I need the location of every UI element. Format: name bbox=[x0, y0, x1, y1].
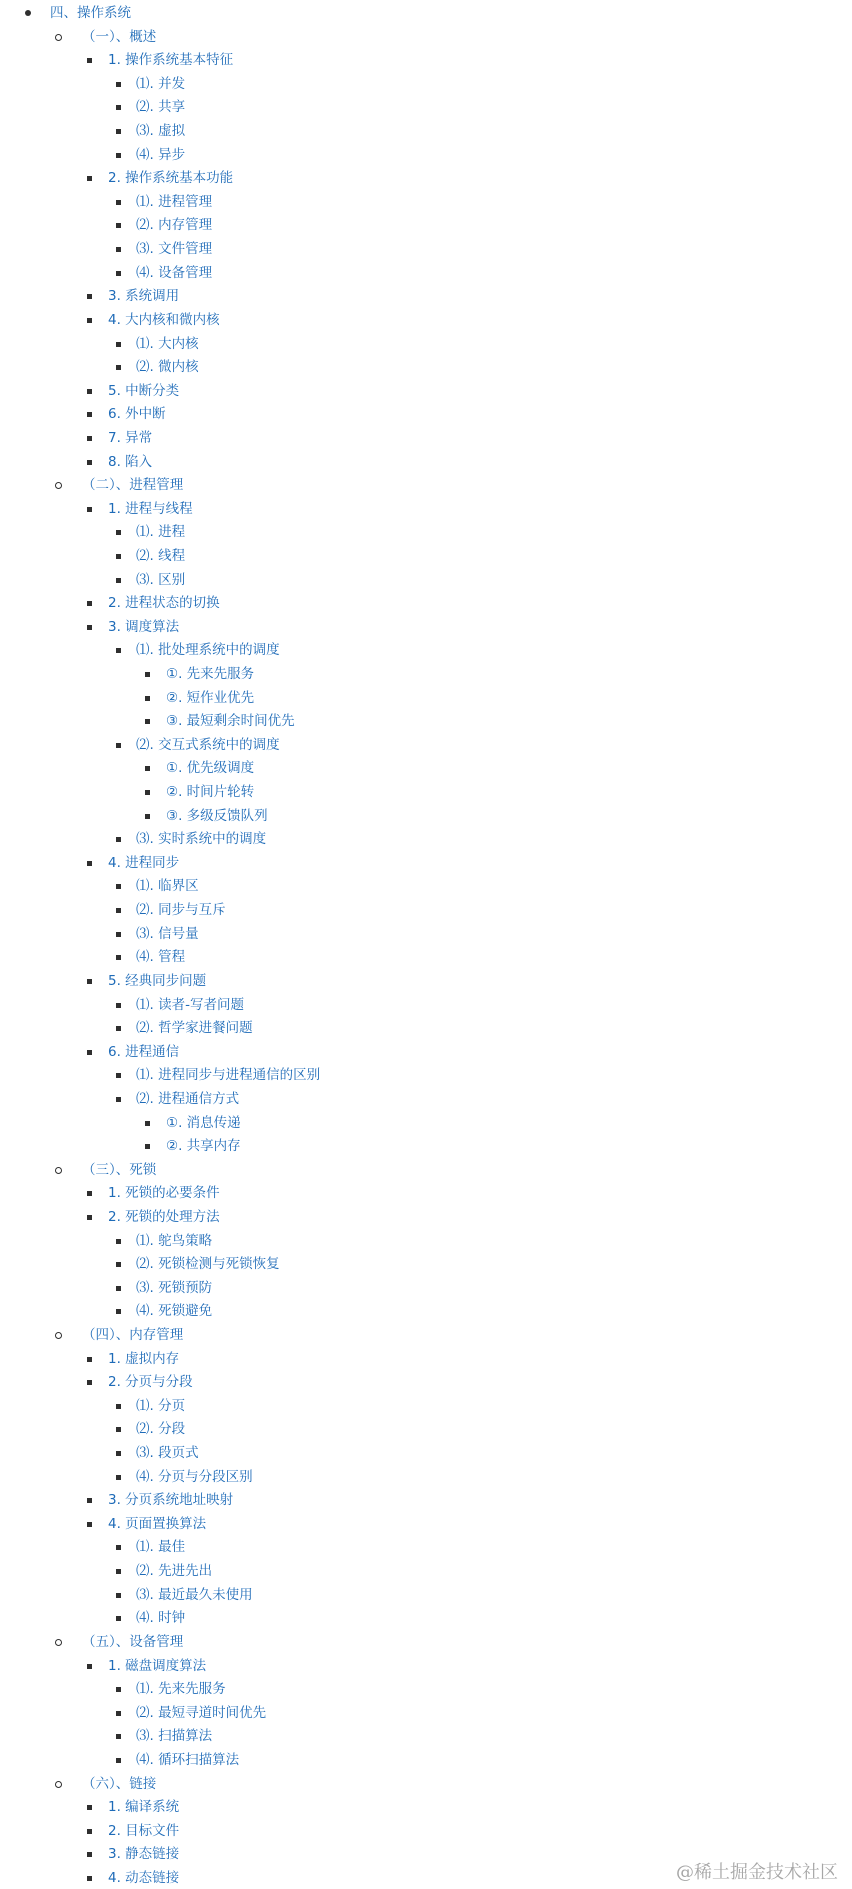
toc-link[interactable]: 1. 虚拟内存 bbox=[108, 1351, 180, 1367]
toc-link[interactable]: 1. 进程与线程 bbox=[108, 501, 193, 517]
square-bullet-icon bbox=[113, 75, 123, 93]
toc-link[interactable]: ⑵. 先进先出 bbox=[136, 1563, 213, 1579]
square-bullet-icon bbox=[142, 1137, 152, 1155]
square-bullet-icon bbox=[113, 1680, 123, 1698]
square-bullet-icon bbox=[113, 996, 123, 1014]
square-bullet-icon bbox=[113, 335, 123, 353]
toc-link[interactable]: 2. 操作系统基本功能 bbox=[108, 170, 234, 186]
toc-item bbox=[0, 476, 852, 494]
square-bullet-icon bbox=[113, 146, 123, 164]
square-bullet-icon bbox=[84, 1869, 94, 1887]
square-bullet-icon bbox=[113, 1420, 123, 1438]
toc-item bbox=[0, 122, 852, 140]
toc-link[interactable]: ⑴. 并发 bbox=[136, 76, 186, 92]
circle-bullet-icon bbox=[53, 1161, 63, 1179]
circle-bullet-icon bbox=[53, 1775, 63, 1793]
square-bullet-icon bbox=[84, 169, 94, 187]
toc-item bbox=[0, 1232, 852, 1250]
toc-link[interactable]: ②. 共享内存 bbox=[166, 1138, 241, 1154]
square-bullet-icon bbox=[84, 1373, 94, 1391]
toc-item bbox=[0, 28, 852, 46]
square-bullet-icon bbox=[84, 453, 94, 471]
toc-item bbox=[0, 547, 852, 565]
toc-link[interactable]: ①. 消息传递 bbox=[166, 1115, 241, 1131]
toc-item bbox=[0, 901, 852, 919]
square-bullet-icon bbox=[142, 689, 152, 707]
toc-link[interactable]: 8. 陷入 bbox=[108, 454, 153, 470]
circle-bullet-icon bbox=[53, 28, 63, 46]
toc-link[interactable]: 3. 调度算法 bbox=[108, 619, 180, 635]
square-bullet-icon bbox=[113, 1727, 123, 1745]
square-bullet-icon bbox=[113, 1562, 123, 1580]
toc-link[interactable]: ①. 优先级调度 bbox=[166, 760, 255, 776]
toc-link[interactable]: ⑴. 最佳 bbox=[136, 1539, 186, 1555]
square-bullet-icon bbox=[84, 618, 94, 636]
toc-link[interactable]: （二）、进程管理 bbox=[82, 477, 184, 493]
square-bullet-icon bbox=[113, 1279, 123, 1297]
toc-item bbox=[0, 665, 852, 683]
toc-item bbox=[0, 972, 852, 990]
toc-item bbox=[0, 571, 852, 589]
toc-item bbox=[0, 783, 852, 801]
toc-item bbox=[0, 1798, 852, 1816]
toc-item bbox=[0, 925, 852, 943]
square-bullet-icon bbox=[84, 1043, 94, 1061]
toc-item bbox=[0, 1468, 852, 1486]
toc-link[interactable]: ⑴. 进程 bbox=[136, 524, 186, 540]
toc-item bbox=[0, 948, 852, 966]
square-bullet-icon bbox=[113, 901, 123, 919]
toc-item bbox=[0, 1609, 852, 1627]
square-bullet-icon bbox=[113, 641, 123, 659]
square-bullet-icon bbox=[113, 1751, 123, 1769]
toc-link[interactable]: 3. 分页系统地址映射 bbox=[108, 1492, 234, 1508]
square-bullet-icon bbox=[113, 547, 123, 565]
square-bullet-icon bbox=[84, 972, 94, 990]
toc-item bbox=[0, 1420, 852, 1438]
square-bullet-icon bbox=[113, 358, 123, 376]
toc-link[interactable]: ⑶. 虚拟 bbox=[136, 123, 186, 139]
toc-link[interactable]: ⑴. 鸵鸟策略 bbox=[136, 1233, 213, 1249]
toc-link[interactable]: ⑶. 信号量 bbox=[136, 926, 199, 942]
toc-item bbox=[0, 193, 852, 211]
toc-link[interactable]: ⑴. 先来先服务 bbox=[136, 1681, 226, 1697]
toc-item bbox=[0, 1562, 852, 1580]
toc-link[interactable]: 7. 异常 bbox=[108, 430, 153, 446]
square-bullet-icon bbox=[113, 193, 123, 211]
square-bullet-icon bbox=[84, 1798, 94, 1816]
square-bullet-icon bbox=[113, 98, 123, 116]
toc-item bbox=[0, 500, 852, 518]
toc-link[interactable]: ⑴. 进程同步与进程通信的区别 bbox=[136, 1067, 321, 1083]
toc-link[interactable]: 2. 分页与分段 bbox=[108, 1374, 193, 1390]
toc-link[interactable]: ②. 时间片轮转 bbox=[166, 784, 255, 800]
toc-link[interactable]: 2. 进程状态的切换 bbox=[108, 595, 220, 611]
toc-item bbox=[0, 51, 852, 69]
toc-link[interactable]: 1. 磁盘调度算法 bbox=[108, 1658, 207, 1674]
toc-link[interactable]: ②. 短作业优先 bbox=[166, 690, 255, 706]
square-bullet-icon bbox=[113, 830, 123, 848]
square-bullet-icon bbox=[113, 1019, 123, 1037]
square-bullet-icon bbox=[113, 877, 123, 895]
square-bullet-icon bbox=[142, 1114, 152, 1132]
square-bullet-icon bbox=[113, 1444, 123, 1462]
square-bullet-icon bbox=[142, 665, 152, 683]
toc-item bbox=[0, 1043, 852, 1061]
toc-item bbox=[0, 1657, 852, 1675]
square-bullet-icon bbox=[113, 1066, 123, 1084]
square-bullet-icon bbox=[84, 594, 94, 612]
toc-item bbox=[0, 1515, 852, 1533]
toc-item bbox=[0, 689, 852, 707]
square-bullet-icon bbox=[84, 1208, 94, 1226]
square-bullet-icon bbox=[84, 382, 94, 400]
toc-item bbox=[0, 996, 852, 1014]
toc-item bbox=[0, 877, 852, 895]
square-bullet-icon bbox=[84, 51, 94, 69]
toc-item bbox=[0, 453, 852, 471]
square-bullet-icon bbox=[84, 854, 94, 872]
toc-link[interactable]: ⑶. 文件管理 bbox=[136, 241, 213, 257]
square-bullet-icon bbox=[113, 1090, 123, 1108]
toc-item bbox=[0, 594, 852, 612]
toc-link[interactable]: ⑵. 共享 bbox=[136, 99, 186, 115]
square-bullet-icon bbox=[113, 948, 123, 966]
toc-item bbox=[0, 216, 852, 234]
watermark: @稀土掘金技术社区 bbox=[676, 1862, 838, 1883]
toc-item bbox=[0, 1444, 852, 1462]
toc-link[interactable]: ⑷. 循环扫描算法 bbox=[136, 1752, 240, 1768]
disc-bullet-icon bbox=[23, 4, 33, 22]
toc-link[interactable]: 2. 死锁的处理方法 bbox=[108, 1209, 220, 1225]
square-bullet-icon bbox=[113, 571, 123, 589]
square-bullet-icon bbox=[113, 1538, 123, 1556]
square-bullet-icon bbox=[113, 1232, 123, 1250]
toc-link[interactable]: 1. 编译系统 bbox=[108, 1799, 180, 1815]
circle-bullet-icon bbox=[53, 1326, 63, 1344]
toc-item bbox=[0, 1397, 852, 1415]
toc-link[interactable]: （四）、内存管理 bbox=[82, 1327, 184, 1343]
toc-item bbox=[0, 1090, 852, 1108]
square-bullet-icon bbox=[142, 712, 152, 730]
toc-item bbox=[0, 523, 852, 541]
toc-link[interactable]: （五）、设备管理 bbox=[82, 1634, 184, 1650]
toc-item bbox=[0, 382, 852, 400]
toc-link[interactable]: ⑷. 分页与分段区别 bbox=[136, 1469, 253, 1485]
square-bullet-icon bbox=[113, 216, 123, 234]
toc-item bbox=[0, 75, 852, 93]
toc-link[interactable]: ⑴. 批处理系统中的调度 bbox=[136, 642, 280, 658]
square-bullet-icon bbox=[84, 1822, 94, 1840]
toc-item bbox=[0, 830, 852, 848]
toc-item bbox=[0, 1184, 852, 1202]
square-bullet-icon bbox=[84, 1657, 94, 1675]
toc-link[interactable]: 6. 进程通信 bbox=[108, 1044, 180, 1060]
toc-item bbox=[0, 429, 852, 447]
toc-item bbox=[0, 146, 852, 164]
toc-link[interactable]: ⑶. 区别 bbox=[136, 572, 186, 588]
square-bullet-icon bbox=[113, 523, 123, 541]
toc-link[interactable]: ①. 先来先服务 bbox=[166, 666, 255, 682]
square-bullet-icon bbox=[84, 1491, 94, 1509]
toc-item bbox=[0, 405, 852, 423]
toc-item bbox=[0, 98, 852, 116]
square-bullet-icon bbox=[113, 1609, 123, 1627]
toc-link[interactable]: ③. 最短剩余时间优先 bbox=[166, 713, 295, 729]
toc-item bbox=[0, 1373, 852, 1391]
toc-link[interactable]: 3. 静态链接 bbox=[108, 1846, 180, 1862]
toc-link[interactable]: ⑶. 死锁预防 bbox=[136, 1280, 213, 1296]
toc-item bbox=[0, 287, 852, 305]
toc-link[interactable]: 四、操作系统 bbox=[50, 5, 131, 21]
square-bullet-icon bbox=[84, 500, 94, 518]
square-bullet-icon bbox=[113, 1586, 123, 1604]
toc-item bbox=[0, 759, 852, 777]
toc-link[interactable]: 2. 目标文件 bbox=[108, 1823, 180, 1839]
toc-item bbox=[0, 1538, 852, 1556]
square-bullet-icon bbox=[113, 925, 123, 943]
toc-link[interactable]: ⑵. 分段 bbox=[136, 1421, 186, 1437]
toc-link[interactable]: ⑷. 时钟 bbox=[136, 1610, 186, 1626]
toc-link[interactable]: ⑵. 微内核 bbox=[136, 359, 199, 375]
toc-link[interactable]: 5. 经典同步问题 bbox=[108, 973, 207, 989]
toc-item bbox=[0, 4, 852, 22]
toc-item bbox=[0, 736, 852, 754]
square-bullet-icon bbox=[84, 1845, 94, 1863]
toc-link[interactable]: ⑷. 管程 bbox=[136, 949, 186, 965]
toc-item bbox=[0, 1302, 852, 1320]
toc-item bbox=[0, 1350, 852, 1368]
toc-link[interactable]: 4. 进程同步 bbox=[108, 855, 180, 871]
toc-link[interactable]: （六）、链接 bbox=[82, 1776, 157, 1792]
square-bullet-icon bbox=[84, 1350, 94, 1368]
square-bullet-icon bbox=[84, 311, 94, 329]
toc-link[interactable]: 4. 动态链接 bbox=[108, 1870, 180, 1886]
square-bullet-icon bbox=[113, 264, 123, 282]
toc-link[interactable]: ⑴. 分页 bbox=[136, 1398, 186, 1414]
toc-link[interactable]: ⑷. 死锁避免 bbox=[136, 1303, 213, 1319]
toc-link[interactable]: ⑴. 临界区 bbox=[136, 878, 199, 894]
square-bullet-icon bbox=[113, 1255, 123, 1273]
toc-item bbox=[0, 1255, 852, 1273]
toc-item bbox=[0, 854, 852, 872]
square-bullet-icon bbox=[142, 807, 152, 825]
toc-link[interactable]: 1. 死锁的必要条件 bbox=[108, 1185, 220, 1201]
square-bullet-icon bbox=[113, 240, 123, 258]
toc-link[interactable]: ⑵. 死锁检测与死锁恢复 bbox=[136, 1256, 280, 1272]
square-bullet-icon bbox=[84, 405, 94, 423]
toc-item bbox=[0, 264, 852, 282]
toc-link[interactable]: ⑴. 大内核 bbox=[136, 336, 199, 352]
square-bullet-icon bbox=[113, 1302, 123, 1320]
square-bullet-icon bbox=[84, 1184, 94, 1202]
toc-link[interactable]: ⑶. 实时系统中的调度 bbox=[136, 831, 267, 847]
toc-link[interactable]: 1. 操作系统基本特征 bbox=[108, 52, 234, 68]
toc-link[interactable]: ⑵. 哲学家进餐问题 bbox=[136, 1020, 253, 1036]
toc-link[interactable]: 4. 大内核和微内核 bbox=[108, 312, 220, 328]
square-bullet-icon bbox=[113, 736, 123, 754]
toc-item bbox=[0, 240, 852, 258]
toc-item bbox=[0, 169, 852, 187]
square-bullet-icon bbox=[142, 783, 152, 801]
square-bullet-icon bbox=[113, 1704, 123, 1722]
toc-item bbox=[0, 1727, 852, 1745]
toc-link[interactable]: （三）、死锁 bbox=[82, 1162, 157, 1178]
toc-link[interactable]: （一）、概述 bbox=[82, 29, 157, 45]
toc-item bbox=[0, 1680, 852, 1698]
toc-link[interactable]: ⑴. 读者-写者问题 bbox=[136, 997, 244, 1013]
square-bullet-icon bbox=[113, 122, 123, 140]
toc-link[interactable]: ⑶. 段页式 bbox=[136, 1445, 199, 1461]
square-bullet-icon bbox=[113, 1468, 123, 1486]
toc-item bbox=[0, 618, 852, 636]
toc-link[interactable]: 3. 系统调用 bbox=[108, 288, 180, 304]
toc-item bbox=[0, 1137, 852, 1155]
toc-item bbox=[0, 1822, 852, 1840]
toc-link[interactable]: ⑶. 扫描算法 bbox=[136, 1728, 213, 1744]
square-bullet-icon bbox=[84, 1515, 94, 1533]
toc-item bbox=[0, 1066, 852, 1084]
toc-link[interactable]: ⑵. 交互式系统中的调度 bbox=[136, 737, 280, 753]
toc-item bbox=[0, 335, 852, 353]
toc-link[interactable]: ③. 多级反馈队列 bbox=[166, 808, 268, 824]
square-bullet-icon bbox=[84, 287, 94, 305]
toc-link[interactable]: 6. 外中断 bbox=[108, 406, 166, 422]
toc-link[interactable]: 5. 中断分类 bbox=[108, 383, 180, 399]
toc-item bbox=[0, 1208, 852, 1226]
toc-item bbox=[0, 1633, 852, 1651]
toc-item bbox=[0, 1019, 852, 1037]
toc-item bbox=[0, 1491, 852, 1509]
toc-item bbox=[0, 358, 852, 376]
toc-link[interactable]: ⑷. 设备管理 bbox=[136, 265, 213, 281]
square-bullet-icon bbox=[142, 759, 152, 777]
toc-link[interactable]: ⑷. 异步 bbox=[136, 147, 186, 163]
toc-link[interactable]: ⑵. 最短寻道时间优先 bbox=[136, 1705, 267, 1721]
toc-item bbox=[0, 1326, 852, 1344]
toc-item bbox=[0, 1161, 852, 1179]
toc-link[interactable]: ⑵. 同步与互斥 bbox=[136, 902, 226, 918]
toc-link[interactable]: ⑵. 进程通信方式 bbox=[136, 1091, 240, 1107]
toc-item bbox=[0, 712, 852, 730]
toc-item bbox=[0, 1114, 852, 1132]
toc-item bbox=[0, 641, 852, 659]
toc-item bbox=[0, 1704, 852, 1722]
circle-bullet-icon bbox=[53, 476, 63, 494]
toc-item bbox=[0, 807, 852, 825]
toc-link[interactable]: ⑵. 线程 bbox=[136, 548, 186, 564]
toc-item bbox=[0, 311, 852, 329]
square-bullet-icon bbox=[84, 429, 94, 447]
toc-link[interactable]: 4. 页面置换算法 bbox=[108, 1516, 207, 1532]
toc-item bbox=[0, 1586, 852, 1604]
toc-item bbox=[0, 1775, 852, 1793]
toc-item bbox=[0, 1751, 852, 1769]
circle-bullet-icon bbox=[53, 1633, 63, 1651]
toc-link[interactable]: ⑴. 进程管理 bbox=[136, 194, 213, 210]
toc-link[interactable]: ⑶. 最近最久未使用 bbox=[136, 1587, 253, 1603]
toc-link[interactable]: ⑵. 内存管理 bbox=[136, 217, 213, 233]
square-bullet-icon bbox=[113, 1397, 123, 1415]
toc-item bbox=[0, 1279, 852, 1297]
